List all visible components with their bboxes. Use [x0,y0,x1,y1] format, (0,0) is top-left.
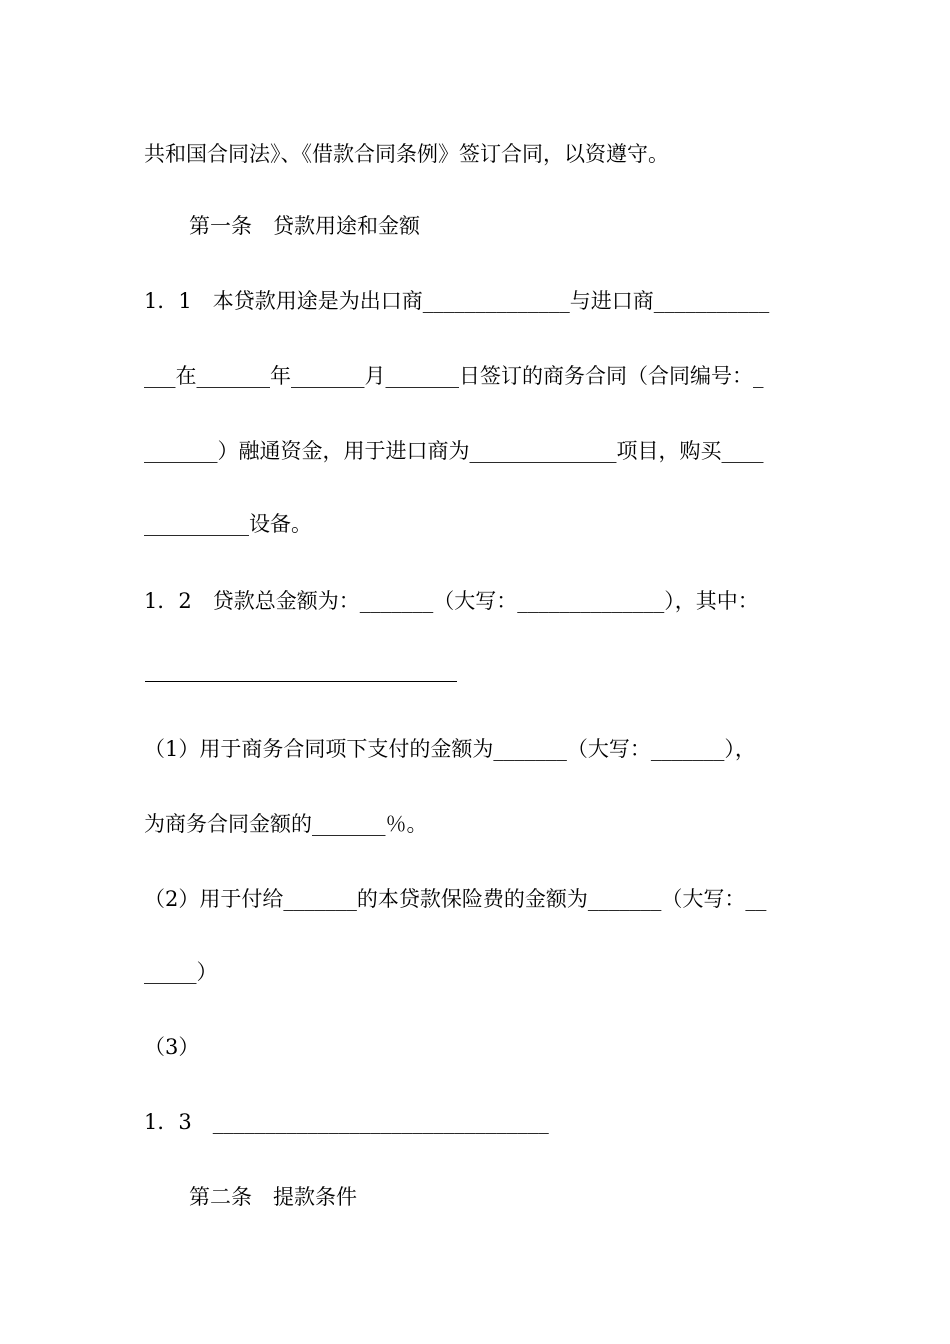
item-1-line-2: 为商务合同金额的_______％。 [144,812,428,836]
blank-fill-line [145,681,457,682]
item-3-line: （3） [144,1035,200,1059]
clause-1-1-line-1: 1．1 本贷款用途是为出口商______________与进口商___________ [144,289,770,313]
item-1-line-1: （1）用于商务合同项下支付的金额为_______（大写：_______）， [144,737,756,761]
article-1-heading: 第一条 贷款用途和金额 [189,214,420,238]
clause-1-1-line-4: __________设备。 [144,512,312,536]
clause-1-1-line-3: _______）融通资金，用于进口商为______________项目，购买____ [144,439,764,463]
text-line-law-reference: 共和国合同法》、《借款合同条例》签订合同，以资遵守。 [144,142,669,166]
clause-1-1-line-2: ___在_______年_______月_______日签订的商务合同（合同编号：_ [144,364,764,388]
article-2-heading: 第二条 提款条件 [189,1185,357,1209]
item-2-line-2: _____） [144,960,218,984]
clause-1-3-line: 1．3 ________________________________ [144,1110,549,1134]
clause-1-2-line-1: 1．2 贷款总金额为：_______（大写：______________），其中： [144,589,759,613]
item-2-line-1: （2）用于付给_______的本贷款保险费的金额为_______（大写：__ [144,887,767,911]
